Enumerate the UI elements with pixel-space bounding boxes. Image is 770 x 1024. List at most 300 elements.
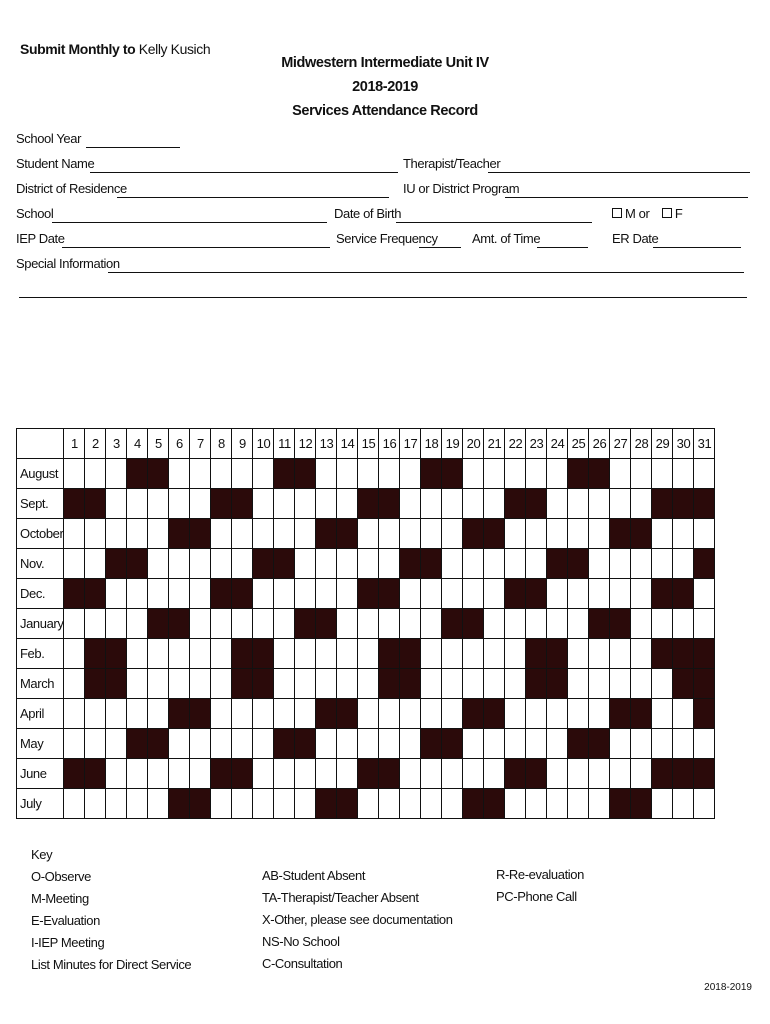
day-cell[interactable] [106,519,127,549]
day-cell[interactable] [694,519,715,549]
day-cell[interactable] [589,789,610,819]
day-cell[interactable] [358,699,379,729]
day-cell[interactable] [316,579,337,609]
day-cell[interactable] [85,549,106,579]
day-cell[interactable] [610,639,631,669]
day-cell[interactable] [316,549,337,579]
day-cell[interactable] [211,459,232,489]
day-cell[interactable] [652,459,673,489]
day-cell[interactable] [253,759,274,789]
day-cell[interactable] [190,459,211,489]
day-cell[interactable] [505,699,526,729]
day-cell[interactable] [442,639,463,669]
day-cell[interactable] [442,699,463,729]
day-cell[interactable] [190,609,211,639]
day-cell[interactable] [421,789,442,819]
day-cell[interactable] [673,609,694,639]
day-cell[interactable] [148,699,169,729]
day-cell[interactable] [127,669,148,699]
day-cell[interactable] [127,639,148,669]
day-cell[interactable] [211,609,232,639]
day-cell[interactable] [211,549,232,579]
day-cell[interactable] [379,699,400,729]
day-cell[interactable] [547,489,568,519]
day-cell[interactable] [484,669,505,699]
day-cell[interactable] [253,609,274,639]
day-header: 17 [400,429,421,459]
day-cell[interactable] [400,459,421,489]
day-cell[interactable] [148,639,169,669]
day-cell[interactable] [253,729,274,759]
day-cell[interactable] [652,789,673,819]
day-cell[interactable] [484,489,505,519]
day-cell[interactable] [64,609,85,639]
day-cell[interactable] [106,699,127,729]
day-cell[interactable] [505,729,526,759]
day-cell[interactable] [589,489,610,519]
day-cell[interactable] [337,579,358,609]
day-cell[interactable] [589,519,610,549]
day-cell[interactable] [694,609,715,639]
weekend-cell [253,669,274,699]
day-cell[interactable] [358,789,379,819]
day-cell[interactable] [652,669,673,699]
day-cell[interactable] [64,459,85,489]
iep-date-label: IEP Date [16,231,65,246]
day-cell[interactable] [106,579,127,609]
day-cell[interactable] [190,669,211,699]
day-cell[interactable] [211,519,232,549]
weekend-cell [421,549,442,579]
day-cell[interactable] [232,609,253,639]
day-cell[interactable] [337,729,358,759]
day-cell[interactable] [274,759,295,789]
day-cell[interactable] [673,519,694,549]
day-cell[interactable] [547,729,568,759]
dob-field[interactable] [396,222,592,223]
day-cell[interactable] [232,699,253,729]
day-cell[interactable] [274,579,295,609]
day-cell[interactable] [673,789,694,819]
weekend-cell [379,759,400,789]
day-cell[interactable] [274,609,295,639]
day-cell[interactable] [295,639,316,669]
day-cell[interactable] [232,789,253,819]
er-date-label: ER Date [612,231,659,246]
day-cell[interactable] [190,579,211,609]
day-cell[interactable] [463,459,484,489]
day-cell[interactable] [505,459,526,489]
day-cell[interactable] [463,729,484,759]
day-cell[interactable] [442,489,463,519]
day-cell[interactable] [421,579,442,609]
day-cell[interactable] [610,549,631,579]
day-cell[interactable] [589,549,610,579]
day-cell[interactable] [148,549,169,579]
day-cell[interactable] [85,789,106,819]
day-cell[interactable] [337,759,358,789]
day-cell[interactable] [568,489,589,519]
day-cell[interactable] [442,789,463,819]
day-cell[interactable] [442,759,463,789]
day-cell[interactable] [358,639,379,669]
day-cell[interactable] [421,639,442,669]
day-cell[interactable] [568,759,589,789]
day-cell[interactable] [568,789,589,819]
day-cell[interactable] [526,789,547,819]
day-cell[interactable] [337,609,358,639]
day-cell[interactable] [358,459,379,489]
day-cell[interactable] [442,519,463,549]
day-cell[interactable] [148,669,169,699]
day-cell[interactable] [652,729,673,759]
day-cell[interactable] [358,549,379,579]
day-cell[interactable] [148,489,169,519]
day-cell[interactable] [211,699,232,729]
day-cell[interactable] [610,669,631,699]
day-cell[interactable] [295,699,316,729]
day-cell[interactable] [526,549,547,579]
day-cell[interactable] [169,549,190,579]
day-cell[interactable] [484,579,505,609]
day-cell[interactable] [337,549,358,579]
day-cell[interactable] [232,549,253,579]
day-cell[interactable] [127,519,148,549]
day-cell[interactable] [64,729,85,759]
iu-program-field[interactable] [505,197,748,198]
day-cell[interactable] [610,459,631,489]
day-cell[interactable] [463,669,484,699]
day-cell[interactable] [64,639,85,669]
day-cell[interactable] [190,489,211,519]
day-cell[interactable] [64,669,85,699]
day-cell[interactable] [316,729,337,759]
day-cell[interactable] [295,789,316,819]
day-cell[interactable] [211,789,232,819]
day-cell[interactable] [337,639,358,669]
day-cell[interactable] [211,729,232,759]
school-field[interactable] [52,222,327,223]
day-cell[interactable] [610,579,631,609]
day-cell[interactable] [631,639,652,669]
day-cell[interactable] [253,489,274,519]
day-cell[interactable] [316,459,337,489]
day-cell[interactable] [358,729,379,759]
day-cell[interactable] [484,459,505,489]
day-cell[interactable] [484,639,505,669]
day-cell[interactable] [631,669,652,699]
female-checkbox[interactable] [662,208,672,218]
day-cell[interactable] [484,729,505,759]
day-cell[interactable] [547,519,568,549]
day-cell[interactable] [694,729,715,759]
day-cell[interactable] [463,579,484,609]
day-cell[interactable] [652,609,673,639]
weekend-cell [484,519,505,549]
day-cell[interactable] [295,489,316,519]
weekend-cell [253,549,274,579]
day-cell[interactable] [358,669,379,699]
day-cell[interactable] [316,489,337,519]
day-cell[interactable] [400,489,421,519]
day-cell[interactable] [295,549,316,579]
day-cell[interactable] [127,489,148,519]
day-cell[interactable] [631,549,652,579]
day-cell[interactable] [652,549,673,579]
day-cell[interactable] [316,669,337,699]
day-cell[interactable] [631,759,652,789]
day-cell[interactable] [400,519,421,549]
day-cell[interactable] [442,549,463,579]
day-cell[interactable] [400,759,421,789]
day-cell[interactable] [631,489,652,519]
day-cell[interactable] [673,549,694,579]
weekend-cell [148,459,169,489]
day-cell[interactable] [253,699,274,729]
day-cell[interactable] [631,579,652,609]
er-date-field[interactable] [653,247,741,248]
weekend-cell [316,789,337,819]
day-cell[interactable] [127,699,148,729]
day-cell[interactable] [148,579,169,609]
attendance-body [17,459,715,819]
day-cell[interactable] [337,459,358,489]
day-cell[interactable] [694,459,715,489]
day-cell[interactable] [337,669,358,699]
therapist-field[interactable] [488,172,750,173]
day-cell[interactable] [652,519,673,549]
day-cell[interactable] [295,759,316,789]
day-cell[interactable] [631,609,652,639]
weekend-cell [526,579,547,609]
day-cell[interactable] [316,639,337,669]
day-cell[interactable] [127,789,148,819]
day-cell[interactable] [106,459,127,489]
day-cell[interactable] [106,489,127,519]
day-cell[interactable] [253,519,274,549]
day-header-row [17,429,715,459]
service-frequency-field[interactable] [419,247,461,248]
month-label: Dec. [17,579,64,609]
day-cell[interactable] [379,609,400,639]
day-cell[interactable] [106,609,127,639]
day-cell[interactable] [505,669,526,699]
weekend-cell [442,729,463,759]
day-cell[interactable] [253,459,274,489]
day-cell[interactable] [274,519,295,549]
day-cell[interactable] [547,789,568,819]
day-cell[interactable] [106,759,127,789]
day-cell[interactable] [505,609,526,639]
day-cell[interactable] [463,639,484,669]
day-cell[interactable] [64,699,85,729]
day-cell[interactable] [379,729,400,759]
district-field[interactable] [117,197,389,198]
day-cell[interactable] [379,459,400,489]
day-cell[interactable] [169,489,190,519]
special-info-field[interactable] [108,272,744,273]
day-cell[interactable] [484,759,505,789]
day-cell[interactable] [526,699,547,729]
day-cell[interactable] [505,549,526,579]
weekend-cell [673,639,694,669]
day-cell[interactable] [106,729,127,759]
day-cell[interactable] [169,639,190,669]
day-cell[interactable] [190,549,211,579]
iep-date-field[interactable] [62,247,330,248]
day-cell[interactable] [547,759,568,789]
day-cell[interactable] [85,519,106,549]
day-cell[interactable] [400,789,421,819]
day-cell[interactable] [547,609,568,639]
day-cell[interactable] [127,759,148,789]
day-cell[interactable] [400,579,421,609]
day-cell[interactable] [631,729,652,759]
day-cell[interactable] [526,609,547,639]
day-cell[interactable] [610,489,631,519]
day-cell[interactable] [274,789,295,819]
day-cell[interactable] [568,699,589,729]
day-cell[interactable] [274,669,295,699]
weekend-cell [106,669,127,699]
day-cell[interactable] [232,519,253,549]
day-cell[interactable] [85,699,106,729]
day-cell[interactable] [211,639,232,669]
day-cell[interactable] [421,609,442,639]
day-cell[interactable] [652,699,673,729]
day-cell[interactable] [610,729,631,759]
month-row [17,729,715,759]
day-cell[interactable] [547,459,568,489]
school-year-field[interactable] [86,147,180,148]
day-cell[interactable] [673,699,694,729]
day-cell[interactable] [589,699,610,729]
day-cell[interactable] [64,549,85,579]
weekend-cell [652,489,673,519]
day-cell[interactable] [148,759,169,789]
day-cell[interactable] [547,699,568,729]
day-cell[interactable] [505,519,526,549]
day-cell[interactable] [295,669,316,699]
day-cell[interactable] [505,639,526,669]
day-cell[interactable] [589,669,610,699]
day-cell[interactable] [442,669,463,699]
day-cell[interactable] [295,519,316,549]
day-cell[interactable] [337,489,358,519]
day-cell[interactable] [526,519,547,549]
day-cell[interactable] [568,579,589,609]
day-cell[interactable] [274,489,295,519]
day-cell[interactable] [85,609,106,639]
day-cell[interactable] [85,729,106,759]
male-checkbox[interactable] [612,208,622,218]
day-cell[interactable] [169,669,190,699]
day-cell[interactable] [127,579,148,609]
month-row [17,459,715,489]
day-cell[interactable] [421,519,442,549]
day-cell[interactable] [190,639,211,669]
student-name-field[interactable] [90,172,398,173]
day-cell[interactable] [379,789,400,819]
day-cell[interactable] [169,759,190,789]
day-cell[interactable] [64,519,85,549]
day-cell[interactable] [358,519,379,549]
day-cell[interactable] [463,549,484,579]
day-cell[interactable] [400,699,421,729]
day-cell[interactable] [673,729,694,759]
day-cell[interactable] [505,789,526,819]
day-cell[interactable] [694,789,715,819]
day-cell[interactable] [106,789,127,819]
day-cell[interactable] [64,789,85,819]
day-cell[interactable] [568,609,589,639]
day-cell[interactable] [316,759,337,789]
day-cell[interactable] [253,789,274,819]
day-cell[interactable] [169,459,190,489]
day-cell[interactable] [400,609,421,639]
weekend-cell [295,609,316,639]
day-cell[interactable] [211,669,232,699]
day-cell[interactable] [589,639,610,669]
day-cell[interactable] [547,579,568,609]
day-cell[interactable] [568,639,589,669]
day-cell[interactable] [169,579,190,609]
day-cell[interactable] [421,759,442,789]
month-label: January [17,609,64,639]
special-info-field-line2[interactable] [19,297,747,298]
day-cell[interactable] [610,759,631,789]
school-year-label: School Year [16,131,81,146]
day-cell[interactable] [526,459,547,489]
day-cell[interactable] [148,789,169,819]
day-cell[interactable] [295,579,316,609]
day-cell[interactable] [463,489,484,519]
weekend-cell [274,549,295,579]
day-cell[interactable] [484,549,505,579]
day-cell[interactable] [400,729,421,759]
day-cell[interactable] [568,669,589,699]
day-cell[interactable] [421,669,442,699]
day-cell[interactable] [421,489,442,519]
day-cell[interactable] [127,609,148,639]
day-cell[interactable] [589,579,610,609]
day-cell[interactable] [148,519,169,549]
amt-time-field[interactable] [537,247,588,248]
day-cell[interactable] [253,579,274,609]
day-cell[interactable] [673,459,694,489]
day-cell[interactable] [484,609,505,639]
day-cell[interactable] [232,459,253,489]
day-cell[interactable] [358,609,379,639]
day-cell[interactable] [274,639,295,669]
day-cell[interactable] [694,579,715,609]
day-cell[interactable] [442,579,463,609]
day-cell[interactable] [85,459,106,489]
day-cell[interactable] [190,729,211,759]
day-cell[interactable] [232,729,253,759]
day-cell[interactable] [169,729,190,759]
day-cell[interactable] [421,699,442,729]
day-cell[interactable] [190,759,211,789]
day-cell[interactable] [526,729,547,759]
day-cell[interactable] [274,699,295,729]
day-cell[interactable] [568,519,589,549]
day-cell[interactable] [589,759,610,789]
day-cell[interactable] [379,519,400,549]
day-cell[interactable] [631,459,652,489]
day-cell[interactable] [379,549,400,579]
day-cell[interactable] [463,759,484,789]
